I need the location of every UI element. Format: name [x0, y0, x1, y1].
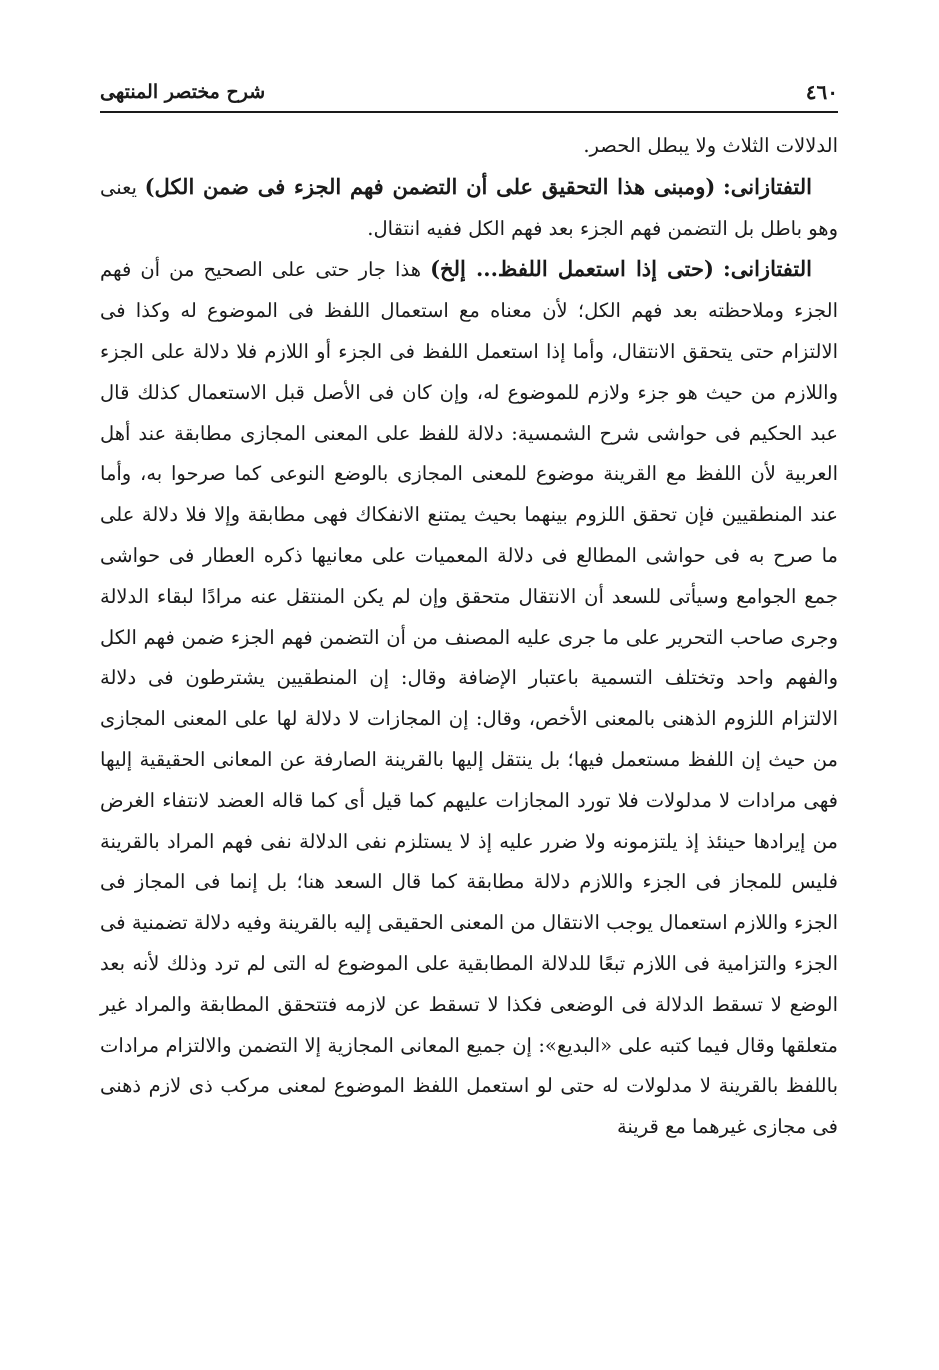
- paragraph-text: هذا جار حتى على الصحيح من أن فهم الجزء وملاحظته بعد فهم الكل؛ لأن معناه مع استعمال اللفظ فى الموضوع له وكذا فى الالتزام حتى يتحقق الانتقال، وأما إذا استعمل اللفظ فى الجزء أو اللازم فلا دلالة على الجزء واللازم من حيث هو جزء ولازم للموضوع له، وإن كان فى الأصل قبل الاستعمال كذلك قال عبد الحكيم فى حواشى شرح الشمسية: دلالة للفظ على المعنى المجازى مطابقة عند أهل العربية لأن اللفظ مع القرينة موضوع للمعنى المجازى بالوضع النوعى كما صرحوا به، وأما عند المنطقيين فإن تحقق اللزوم بينهما بحيث يمتنع الانفكاك فهى مطابقة وإلا فلا دلالة على ما صرح به فى حواشى المطالع فى دلالة المعميات على معانيها ذكره العطار فى حواشى جمع الجوامع وسيأتى للسعد أن الانتقال متحقق وإن لم يكن المنتقل عنه مرادًا لبقاء الدلالة وجرى صاحب التحرير على ما جرى عليه المصنف من أن التضمن فهم الجزء ضمن فهم الكل والفهم واحد وتختلف التسمية باعتبار الإضافة وقال: إن المنطقيين يشترطون فى دلالة الالتزام اللزوم الذهنى بالمعنى الأخص، وقال: إن المجازات لا دلالة لها على المعنى المجازى من حيث إن اللفظ مستعمل فيها؛ بل ينتقل إليها بالقرينة الصارفة عن المعانى الحقيقية إليها فهى مرادات لا مدلولات فلا تورد المجازات عليهم كما قيل أى كما قاله العضد لانتفاء الغرض من إيرادها حينئذ إذ يلتزمونه ولا ضرر عليه إذ لا يستلزم نفى الدلالة نفى فهم المراد بالقرينة فليس للمجاز فى الجزء واللازم دلالة مطابقة كما قال السعد هنا؛ بل إنما فى المجاز فى الجزء واللازم استعمال يوجب الانتقال من المعنى الحقيقى إليه بالقرينة وفيه دلالة تضمنية فى الجزء والتزامية فى اللازم تبعًا للدلالة المطابقية على الموضوع له التى لم ترد وذلك لأنه بعد الوضع لا تسقط الدلالة فى الوضعى فكذا لا تسقط عن لازمه فتتحقق المطابقة والمراد غير متعلقها وقال فيما كتبه على «البديع»: إن جميع المعانى المجازية إلا التضمن والالتزام مرادات باللفظ بالقرينة لا مدلولات له حتى لو استعمل اللفظ الموضوع لمعنى مركب ذى لازم ذهنى فى مجازى غيرهما مع قرينة: [100, 258, 838, 1139]
- header-divider: [100, 111, 838, 113]
- body-text: [100, 126, 838, 1148]
- paragraph-text: الدلالات الثلاث ولا يبطل الحصر.: [583, 134, 838, 157]
- paragraph-continuation: [100, 126, 838, 167]
- page-header: [100, 78, 838, 108]
- paragraph-commentary: [100, 249, 838, 1148]
- page-number: ٤٦٠: [805, 80, 838, 104]
- running-title: شرح مختصر المنتهى: [100, 81, 266, 103]
- paragraph-commentary: [100, 167, 838, 250]
- commentator-label: التفتازانى:: [722, 173, 812, 199]
- commentator-label: التفتازانى:: [723, 256, 813, 282]
- quoted-text: (حتى إذا استعمل اللفظ... إلخ): [430, 256, 714, 282]
- quoted-text: (ومبنى هذا التحقيق على أن التضمن فهم الجزء فى ضمن الكل): [144, 173, 716, 199]
- paragraph-text: يعنى وهو باطل بل التضمن فهم الجزء بعد فهم الكل ففيه انتقال.: [100, 175, 838, 240]
